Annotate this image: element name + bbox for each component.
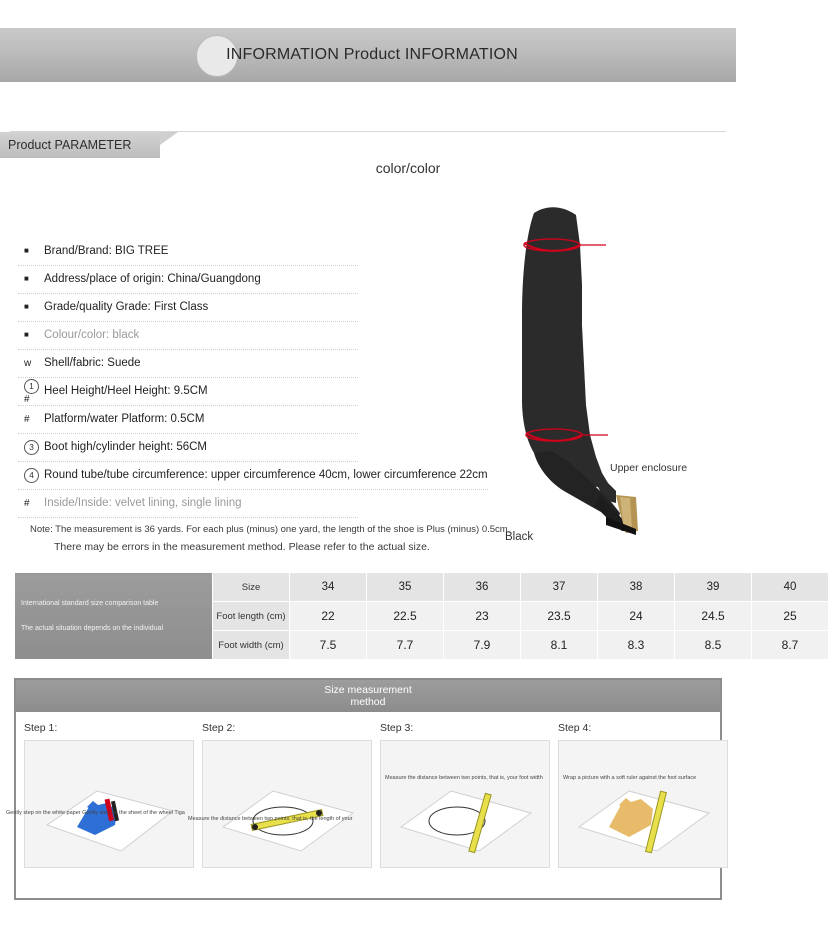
table-cell: 34 <box>290 573 367 602</box>
table-cell: 7.5 <box>290 631 367 660</box>
bullet-hash-icon: # <box>24 414 30 425</box>
bullet-square-icon <box>24 274 44 285</box>
measurement-note-secondary: There may be errors in the measurement method. Please refer to the actual size. <box>54 541 430 553</box>
spec-row <box>18 490 358 518</box>
page-title: INFORMATION Product INFORMATION <box>226 46 518 63</box>
spec-text: Boot high/cylinder height: 56CM <box>44 441 208 454</box>
table-cell: 7.9 <box>444 631 521 660</box>
spec-row <box>18 462 488 490</box>
size-measurement-section <box>14 678 722 900</box>
table-corner-line1: International standard size comparison table <box>21 599 159 607</box>
tab-corner-decor <box>160 132 178 158</box>
table-cell: 38 <box>598 573 675 602</box>
spec-row <box>18 294 358 322</box>
table-cell: 24.5 <box>675 602 752 631</box>
boot-illustration-icon <box>430 195 710 555</box>
spec-text: Address/place of origin: China/Guangdong <box>44 273 261 286</box>
spec-row <box>18 322 358 350</box>
step-illustration <box>380 740 550 868</box>
table-row-label: Size <box>213 573 290 602</box>
table-row-label: Foot length (cm) <box>213 602 290 631</box>
bullet-hash-icon: # <box>24 498 30 509</box>
spec-text: Round tube/tube circumference: upper circumference 40cm, lower circumference 22cm <box>44 469 488 482</box>
callout-upper-enclosure: Upper enclosure <box>610 462 688 474</box>
measurement-step <box>380 722 548 868</box>
table-corner-cell <box>15 573 213 660</box>
table-cell: 40 <box>752 573 829 602</box>
spec-list <box>18 238 488 518</box>
step-caption: Gently step on the white paper Gently step on the sheet of the wheel Tiga <box>6 810 185 816</box>
spec-row <box>18 266 358 294</box>
measure-length-icon <box>203 741 371 867</box>
spec-text: Brand/Brand: BIG TREE <box>44 245 169 258</box>
table-cell: 22 <box>290 602 367 631</box>
table-cell: 24 <box>598 602 675 631</box>
measurement-step <box>558 722 726 868</box>
spec-row <box>18 434 358 462</box>
step-illustration <box>558 740 728 868</box>
spec-row <box>18 406 358 434</box>
table-cell: 25 <box>752 602 829 631</box>
spec-text: Shell/fabric: Suede <box>44 357 141 370</box>
page-header-banner <box>0 28 736 82</box>
table-cell: 23 <box>444 602 521 631</box>
measurement-step <box>202 722 370 868</box>
spec-text: Platform/water Platform: 0.5CM <box>44 413 205 426</box>
table-cell: 35 <box>367 573 444 602</box>
spec-row <box>18 350 358 378</box>
size-measurement-title-line1: Size measurement <box>324 683 412 696</box>
bullet-circle-4-icon: 4 <box>24 468 44 483</box>
measurement-step <box>24 722 192 868</box>
spec-text: Grade/quality Grade: First Class <box>44 301 209 314</box>
step-caption: Measure the distance between two points, that is, your foot width <box>385 775 543 781</box>
table-cell: 7.7 <box>367 631 444 660</box>
table-row-label: Foot width (cm) <box>213 631 290 660</box>
tab-product-parameter-label: Product PARAMETER <box>8 138 132 152</box>
spec-text: Heel Height/Heel Height: 9.5CM <box>44 385 208 398</box>
bullet-circle-1-icon: 1# <box>24 379 44 405</box>
product-color-label: Black <box>505 531 534 543</box>
step-illustration <box>202 740 372 868</box>
measure-width-icon <box>381 741 549 867</box>
table-cell: 39 <box>675 573 752 602</box>
table-cell: 22.5 <box>367 602 444 631</box>
table-row <box>15 573 829 602</box>
table-cell: 8.7 <box>752 631 829 660</box>
color-caption: color/color <box>375 160 441 176</box>
bullet-square-icon <box>24 302 44 313</box>
table-cell: 8.3 <box>598 631 675 660</box>
size-measurement-title-line2: method <box>350 696 386 708</box>
step-caption: Measure the distance between two points, that is, the length of your <box>188 816 353 822</box>
step-illustration <box>24 740 194 868</box>
bullet-square-icon <box>24 246 44 257</box>
table-cell: 8.1 <box>521 631 598 660</box>
spec-row <box>18 378 358 406</box>
bullet-circle-3-icon: 3 <box>24 440 44 455</box>
table-cell: 36 <box>444 573 521 602</box>
table-cell: 8.5 <box>675 631 752 660</box>
step-caption: Wrap a picture with a soft ruler against the foot surface <box>563 775 697 781</box>
measurement-note-primary: Note: The measurement is 36 yards. For each plus (minus) one yard, the length of the shoe is Plus (minus) 0.5cm. <box>30 524 511 535</box>
bullet-square-icon <box>24 330 44 341</box>
table-cell: 37 <box>521 573 598 602</box>
size-measurement-title <box>16 680 720 712</box>
spec-row <box>18 238 358 266</box>
spec-text: Colour/color: black <box>44 329 140 342</box>
step-title: Step 3: <box>380 722 414 734</box>
bullet-w-icon: w <box>24 358 32 369</box>
table-corner-line2: The actual situation depends on the individual <box>21 625 164 632</box>
measure-instep-icon <box>559 741 727 867</box>
step-title: Step 2: <box>202 722 236 734</box>
measurement-steps <box>16 712 720 868</box>
step-title: Step 4: <box>558 722 592 734</box>
foot-on-paper-icon <box>25 741 193 867</box>
product-image <box>430 195 710 555</box>
spec-text: Inside/Inside: velvet lining, single lining <box>44 497 242 510</box>
size-comparison-table <box>14 572 829 660</box>
tab-product-parameter[interactable] <box>0 132 160 158</box>
step-title: Step 1: <box>24 722 58 734</box>
table-cell: 23.5 <box>521 602 598 631</box>
